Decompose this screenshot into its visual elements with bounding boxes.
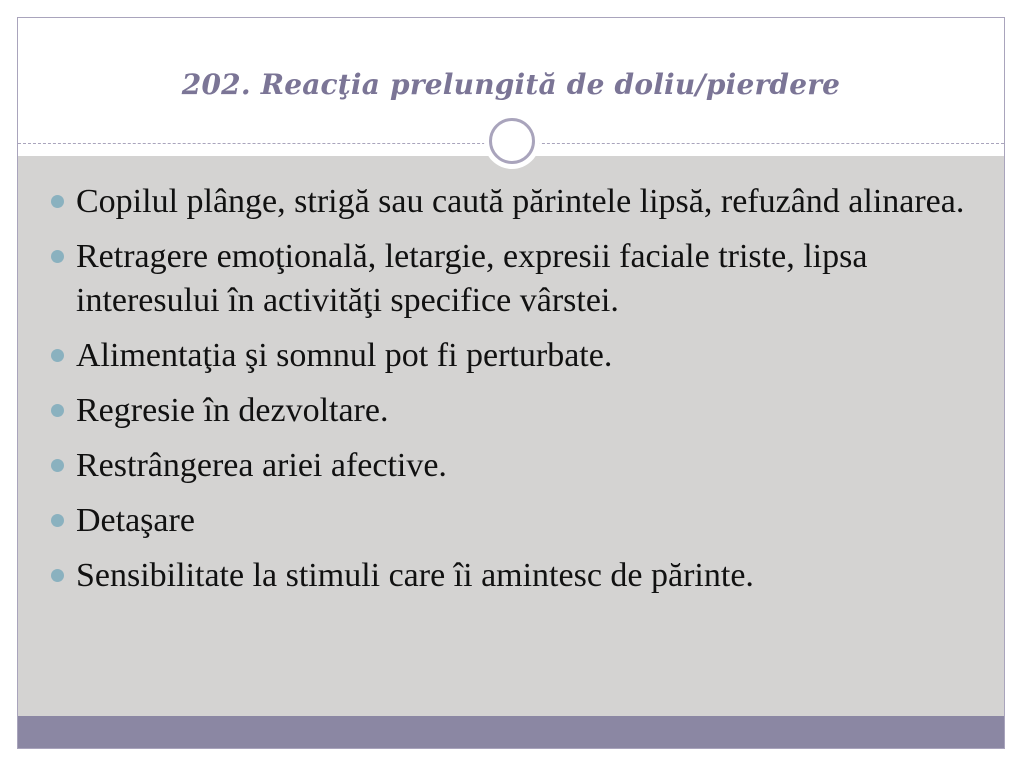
bullet-dot-icon	[51, 349, 64, 362]
footer-bar	[18, 716, 1004, 749]
slide	[17, 17, 1005, 749]
bullet-text: Retragere emoţională, letargie, expresii faciale triste, lipsa interesului în activităţi specifice vârstei.	[76, 238, 868, 319]
ring-icon	[484, 113, 540, 169]
bullet-item	[48, 554, 988, 598]
bullet-dot-icon	[51, 250, 64, 263]
bullet-dot-icon	[51, 195, 64, 208]
bullet-item	[48, 334, 988, 378]
bullet-text: Sensibilitate la stimuli care îi amintesc de părinte.	[76, 557, 754, 594]
bullet-item	[48, 499, 988, 543]
bullet-item	[48, 180, 988, 224]
bullet-item	[48, 389, 988, 433]
bullet-text: Detaşare	[76, 502, 195, 539]
bullet-dot-icon	[51, 569, 64, 582]
bullet-dot-icon	[51, 459, 64, 472]
bullet-text: Copilul plânge, strigă sau caută părintele lipsă, refuzând alinarea.	[76, 183, 965, 220]
bullet-dot-icon	[51, 514, 64, 527]
bullet-text: Restrângerea ariei afective.	[76, 447, 447, 484]
bullet-list	[48, 180, 988, 609]
bullet-text: Alimentaţia şi somnul pot fi perturbate.	[76, 337, 613, 374]
slide-title: 202. Reacţia prelungită de doliu/pierdere	[181, 68, 841, 101]
bullet-text: Regresie în dezvoltare.	[76, 392, 389, 429]
ring-inner-circle	[489, 118, 535, 164]
bullet-item	[48, 235, 988, 323]
bullet-item	[48, 444, 988, 488]
bullet-dot-icon	[51, 404, 64, 417]
